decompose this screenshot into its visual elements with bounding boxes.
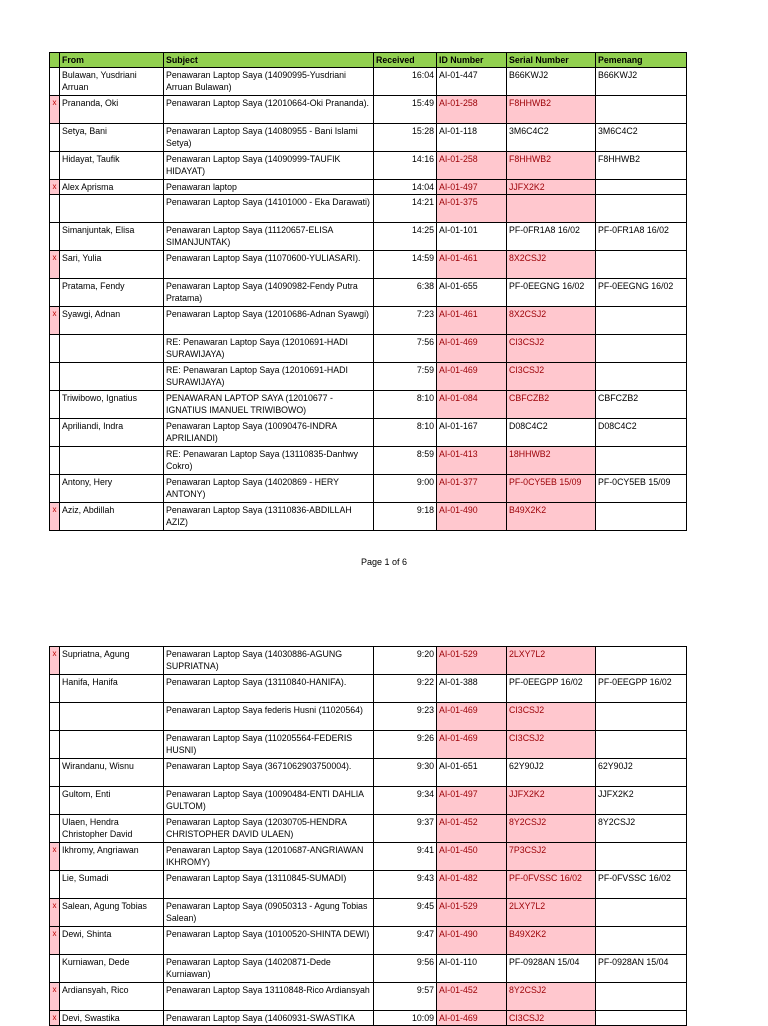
subject-cell: Penawaran Laptop Saya (14090995-Yusdriani Arruan Bulawan) xyxy=(164,68,374,96)
received-cell: 9:22 xyxy=(374,675,437,703)
id-number-cell: AI-01-482 xyxy=(437,871,507,899)
winner-cell xyxy=(596,363,687,391)
serial-number-cell: 8Y2CSJ2 xyxy=(507,815,596,843)
serial-number-cell: 8X2CSJ2 xyxy=(507,251,596,279)
from-cell: Sari, Yulia xyxy=(60,251,164,279)
id-number-cell: AI-01-110 xyxy=(437,955,507,983)
id-number-cell: AI-01-469 xyxy=(437,335,507,363)
serial-number-cell: B66KWJ2 xyxy=(507,68,596,96)
id-number-cell: AI-01-469 xyxy=(437,731,507,759)
received-cell: 9:47 xyxy=(374,927,437,955)
mark-cell xyxy=(50,955,60,983)
serial-number-cell: PF-0EEGPP 16/02 xyxy=(507,675,596,703)
id-number-cell: AI-01-452 xyxy=(437,815,507,843)
from-cell: Setya, Bani xyxy=(60,124,164,152)
serial-number-cell: CI3CSJ2 xyxy=(507,703,596,731)
serial-number-cell: B49X2K2 xyxy=(507,503,596,531)
serial-number-cell: CI3CSJ2 xyxy=(507,731,596,759)
received-cell: 6:38 xyxy=(374,279,437,307)
table-row xyxy=(50,475,687,503)
winner-cell: 8Y2CSJ2 xyxy=(596,815,687,843)
serial-number-cell: 62Y90J2 xyxy=(507,759,596,787)
mark-cell: x xyxy=(50,96,60,124)
subject-cell: Penawaran Laptop Saya (14020869 - HERY ANTONY) xyxy=(164,475,374,503)
subject-cell: Penawaran Laptop Saya (14080955 - Bani Islami Setya) xyxy=(164,124,374,152)
table-row xyxy=(50,1011,687,1026)
subject-cell: Penawaran Laptop Saya (12030705-HENDRA CHRISTOPHER DAVID ULAEN) xyxy=(164,815,374,843)
from-cell: Pratama, Fendy xyxy=(60,279,164,307)
from-cell: Dewi, Shinta xyxy=(60,927,164,955)
subject-cell: Penawaran Laptop Saya (13110845-SUMADI) xyxy=(164,871,374,899)
mark-cell xyxy=(50,703,60,731)
id-number-cell: AI-01-388 xyxy=(437,675,507,703)
table-row xyxy=(50,703,687,731)
received-cell: 9:18 xyxy=(374,503,437,531)
from-cell: Triwibowo, Ignatius xyxy=(60,391,164,419)
subject-cell: Penawaran Laptop Saya (10090484-ENTI DAHLIA GULTOM) xyxy=(164,787,374,815)
from-cell: Apriliandi, Indra xyxy=(60,419,164,447)
received-cell: 14:59 xyxy=(374,251,437,279)
table-row xyxy=(50,251,687,279)
page-number-label: Page 1 of 6 xyxy=(360,557,408,567)
winner-cell: D08C4C2 xyxy=(596,419,687,447)
table-body-1 xyxy=(50,68,687,531)
id-number-cell: AI-01-167 xyxy=(437,419,507,447)
serial-number-cell: 8X2CSJ2 xyxy=(507,307,596,335)
subject-cell: Penawaran Laptop Saya (10090476-INDRA APRILIANDI) xyxy=(164,419,374,447)
serial-number-cell: 18HHWB2 xyxy=(507,447,596,475)
table-row xyxy=(50,152,687,180)
mark-cell xyxy=(50,475,60,503)
winner-cell xyxy=(596,983,687,1011)
subject-cell: Penawaran Laptop Saya federis Husni (11020564) xyxy=(164,703,374,731)
from-cell: Ulaen, Hendra Christopher David xyxy=(60,815,164,843)
winner-cell: PF-0EEGPP 16/02 xyxy=(596,675,687,703)
received-cell: 10:09 xyxy=(374,1011,437,1026)
table-row xyxy=(50,955,687,983)
winner-cell xyxy=(596,927,687,955)
mark-cell: x xyxy=(50,899,60,927)
subject-cell: Penawaran Laptop Saya (14020871-Dede Kurniawan) xyxy=(164,955,374,983)
table-row xyxy=(50,391,687,419)
winner-cell xyxy=(596,1011,687,1026)
serial-number-cell: 7P3CSJ2 xyxy=(507,843,596,871)
serial-number-cell: F8HHWB2 xyxy=(507,152,596,180)
subject-cell: Penawaran Laptop Saya 13110848-Rico Ardiansyah xyxy=(164,983,374,1011)
winner-cell: PF-0EEGNG 16/02 xyxy=(596,279,687,307)
winner-cell: PF-0FVSSC 16/02 xyxy=(596,871,687,899)
id-number-cell: AI-01-461 xyxy=(437,251,507,279)
subject-cell: Penawaran Laptop Saya (3671062903750004). xyxy=(164,759,374,787)
id-number-cell: AI-01-377 xyxy=(437,475,507,503)
subject-cell: Penawaran Laptop Saya (14090999-TAUFIK HIDAYAT) xyxy=(164,152,374,180)
serial-number-cell: CI3CSJ2 xyxy=(507,363,596,391)
mark-cell: x xyxy=(50,180,60,195)
from-cell: Wirandanu, Wisnu xyxy=(60,759,164,787)
winner-cell xyxy=(596,335,687,363)
table-row xyxy=(50,335,687,363)
id-number-cell: AI-01-651 xyxy=(437,759,507,787)
winner-cell xyxy=(596,251,687,279)
table-row xyxy=(50,843,687,871)
mark-cell: x xyxy=(50,251,60,279)
from-cell: Syawgi, Adnan xyxy=(60,307,164,335)
subject-cell: Penawaran Laptop Saya (11120657-ELISA SIMANJUNTAK) xyxy=(164,223,374,251)
mark-cell xyxy=(50,675,60,703)
serial-number-cell: 3M6C4C2 xyxy=(507,124,596,152)
from-cell: Gultom, Enti xyxy=(60,787,164,815)
spreadsheet-page-1 xyxy=(49,52,686,531)
mark-cell xyxy=(50,195,60,223)
table-row xyxy=(50,96,687,124)
received-cell: 9:23 xyxy=(374,703,437,731)
winner-cell: PF-0CY5EB 15/09 xyxy=(596,475,687,503)
from-cell: Hidayat, Taufik xyxy=(60,152,164,180)
received-cell: 9:41 xyxy=(374,843,437,871)
mark-cell: x xyxy=(50,647,60,675)
received-header: Received xyxy=(374,53,437,68)
serial-number-cell: 2LXY7L2 xyxy=(507,899,596,927)
subject-cell: Penawaran Laptop Saya (10100520-SHINTA DEWI) xyxy=(164,927,374,955)
subject-cell: Penawaran Laptop Saya (14101000 - Eka Darawati) xyxy=(164,195,374,223)
table-row xyxy=(50,279,687,307)
mark-cell: x xyxy=(50,1011,60,1026)
received-cell: 15:49 xyxy=(374,96,437,124)
table-row xyxy=(50,787,687,815)
subject-cell: Penawaran Laptop Saya (12010686-Adnan Syawgi) xyxy=(164,307,374,335)
id-number-cell: AI-01-497 xyxy=(437,787,507,815)
winner-cell xyxy=(596,899,687,927)
winner-cell: 3M6C4C2 xyxy=(596,124,687,152)
email-log-table-1 xyxy=(49,52,687,531)
id-number-cell: AI-01-447 xyxy=(437,68,507,96)
from-cell: Bulawan, Yusdriani Arruan xyxy=(60,68,164,96)
winner-cell xyxy=(596,503,687,531)
winner-cell: PF-0FR1A8 16/02 xyxy=(596,223,687,251)
from-cell: Devi, Swastika xyxy=(60,1011,164,1026)
id-number-cell: AI-01-101 xyxy=(437,223,507,251)
id-number-cell: AI-01-469 xyxy=(437,703,507,731)
mark-cell xyxy=(50,419,60,447)
received-cell: 9:56 xyxy=(374,955,437,983)
received-cell: 8:10 xyxy=(374,391,437,419)
received-cell: 9:37 xyxy=(374,815,437,843)
winner-cell: B66KWJ2 xyxy=(596,68,687,96)
id-number-cell: AI-01-469 xyxy=(437,1011,507,1026)
serial-number-cell: F8HHWB2 xyxy=(507,96,596,124)
subject-cell: RE: Penawaran Laptop Saya (12010691-HADI SURAWIJAYA) xyxy=(164,335,374,363)
subject-cell: PENAWARAN LAPTOP SAYA (12010677 - IGNATIUS IMANUEL TRIWIBOWO) xyxy=(164,391,374,419)
id-number-cell: AI-01-452 xyxy=(437,983,507,1011)
serial-number-cell: PF-0CY5EB 15/09 xyxy=(507,475,596,503)
subject-cell: Penawaran laptop xyxy=(164,180,374,195)
id-number-cell: AI-01-461 xyxy=(437,307,507,335)
table-row xyxy=(50,871,687,899)
received-cell: 14:16 xyxy=(374,152,437,180)
subject-cell: Penawaran Laptop Saya (14030886-AGUNG SUPRIATNA) xyxy=(164,647,374,675)
winner-cell: F8HHWB2 xyxy=(596,152,687,180)
received-cell: 9:30 xyxy=(374,759,437,787)
subject-cell: RE: Penawaran Laptop Saya (12010691-HADI SURAWIJAYA) xyxy=(164,363,374,391)
from-header: From xyxy=(60,53,164,68)
table-row xyxy=(50,363,687,391)
serial-number-cell: 2LXY7L2 xyxy=(507,647,596,675)
mark-cell xyxy=(50,279,60,307)
serial-number-cell: 8Y2CSJ2 xyxy=(507,983,596,1011)
table-body-2 xyxy=(50,647,687,1026)
mark-header xyxy=(50,53,60,68)
mark-cell xyxy=(50,391,60,419)
mark-cell xyxy=(50,68,60,96)
received-cell: 14:04 xyxy=(374,180,437,195)
table-row xyxy=(50,815,687,843)
winner-cell xyxy=(596,731,687,759)
table-row xyxy=(50,124,687,152)
from-cell xyxy=(60,363,164,391)
subject-cell: Penawaran Laptop Saya (14060931-SWASTIKA xyxy=(164,1011,374,1026)
table-row xyxy=(50,731,687,759)
winner-cell xyxy=(596,447,687,475)
subject-cell: Penawaran Laptop Saya (13110836-ABDILLAH AZIZ) xyxy=(164,503,374,531)
from-cell: Hanifa, Hanifa xyxy=(60,675,164,703)
id-number-cell: AI-01-529 xyxy=(437,647,507,675)
winner-cell: JJFX2K2 xyxy=(596,787,687,815)
subject-cell: Penawaran Laptop Saya (12010687-ANGRIAWAN IKHROMY) xyxy=(164,843,374,871)
mark-cell: x xyxy=(50,307,60,335)
from-cell: Aziz, Abdillah xyxy=(60,503,164,531)
id-number-cell: AI-01-450 xyxy=(437,843,507,871)
table-row xyxy=(50,927,687,955)
from-cell: Prananda, Oki xyxy=(60,96,164,124)
winner-cell: PF-0928AN 15/04 xyxy=(596,955,687,983)
table-row xyxy=(50,983,687,1011)
serial-number-cell: PF-0FR1A8 16/02 xyxy=(507,223,596,251)
mark-cell: x xyxy=(50,503,60,531)
table-row xyxy=(50,307,687,335)
received-cell: 9:45 xyxy=(374,899,437,927)
spreadsheet-page-2 xyxy=(49,646,686,1026)
from-cell xyxy=(60,703,164,731)
received-cell: 9:20 xyxy=(374,647,437,675)
table-row xyxy=(50,899,687,927)
mark-cell xyxy=(50,335,60,363)
from-cell: Ikhromy, Angriawan xyxy=(60,843,164,871)
received-cell: 9:57 xyxy=(374,983,437,1011)
serial-number-cell: CI3CSJ2 xyxy=(507,335,596,363)
table-row xyxy=(50,223,687,251)
received-cell: 9:26 xyxy=(374,731,437,759)
mark-cell xyxy=(50,871,60,899)
from-cell: Ardiansyah, Rico xyxy=(60,983,164,1011)
winner-cell xyxy=(596,195,687,223)
mark-cell: x xyxy=(50,927,60,955)
received-cell: 15:28 xyxy=(374,124,437,152)
winner-cell xyxy=(596,96,687,124)
received-cell: 9:00 xyxy=(374,475,437,503)
table-row xyxy=(50,68,687,96)
table-row xyxy=(50,447,687,475)
id-number-cell: AI-01-118 xyxy=(437,124,507,152)
received-cell: 7:59 xyxy=(374,363,437,391)
id-number-cell: AI-01-258 xyxy=(437,152,507,180)
from-cell: Salean, Agung Tobias xyxy=(60,899,164,927)
received-cell: 14:21 xyxy=(374,195,437,223)
email-log-table-2 xyxy=(49,646,687,1026)
mark-cell: x xyxy=(50,983,60,1011)
from-cell xyxy=(60,335,164,363)
winner-cell xyxy=(596,647,687,675)
mark-cell xyxy=(50,124,60,152)
mark-cell xyxy=(50,787,60,815)
winner-cell xyxy=(596,843,687,871)
from-cell: Alex Aprisma xyxy=(60,180,164,195)
id-number-cell: AI-01-469 xyxy=(437,363,507,391)
mark-cell: x xyxy=(50,843,60,871)
winner-cell: CBFCZB2 xyxy=(596,391,687,419)
serial-number-cell: PF-0928AN 15/04 xyxy=(507,955,596,983)
winner-header: Pemenang xyxy=(596,53,687,68)
from-cell xyxy=(60,731,164,759)
serial-number-cell xyxy=(507,195,596,223)
from-cell xyxy=(60,447,164,475)
id-number-cell: AI-01-258 xyxy=(437,96,507,124)
received-cell: 7:56 xyxy=(374,335,437,363)
serial-number-cell: JJFX2K2 xyxy=(507,180,596,195)
serial-number-cell: D08C4C2 xyxy=(507,419,596,447)
serial-number-cell: B49X2K2 xyxy=(507,927,596,955)
received-cell: 14:25 xyxy=(374,223,437,251)
received-cell: 9:34 xyxy=(374,787,437,815)
table-row xyxy=(50,503,687,531)
from-cell xyxy=(60,195,164,223)
header-row xyxy=(50,53,687,68)
table-row xyxy=(50,647,687,675)
table-row xyxy=(50,195,687,223)
mark-cell xyxy=(50,759,60,787)
received-cell: 9:43 xyxy=(374,871,437,899)
received-cell: 16:04 xyxy=(374,68,437,96)
subject-cell: Penawaran Laptop Saya (13110840-HANIFA). xyxy=(164,675,374,703)
from-cell: Antony, Hery xyxy=(60,475,164,503)
from-cell: Simanjuntak, Elisa xyxy=(60,223,164,251)
from-cell: Kurniawan, Dede xyxy=(60,955,164,983)
id-number-cell: AI-01-655 xyxy=(437,279,507,307)
table-row xyxy=(50,180,687,195)
from-cell: Supriatna, Agung xyxy=(60,647,164,675)
mark-cell xyxy=(50,731,60,759)
from-cell: Lie, Sumadi xyxy=(60,871,164,899)
winner-cell xyxy=(596,180,687,195)
table-row xyxy=(50,419,687,447)
received-cell: 8:59 xyxy=(374,447,437,475)
id-number-cell: AI-01-413 xyxy=(437,447,507,475)
id-number-cell: AI-01-529 xyxy=(437,899,507,927)
id-number-cell: AI-01-084 xyxy=(437,391,507,419)
table-row xyxy=(50,759,687,787)
subject-cell: Penawaran Laptop Saya (09050313 - Agung Tobias Salean) xyxy=(164,899,374,927)
received-cell: 8:10 xyxy=(374,419,437,447)
mark-cell xyxy=(50,223,60,251)
serial-number-cell: PF-0EEGNG 16/02 xyxy=(507,279,596,307)
mark-cell xyxy=(50,815,60,843)
id-number-cell: AI-01-497 xyxy=(437,180,507,195)
serial-number-cell: PF-0FVSSC 16/02 xyxy=(507,871,596,899)
subject-cell: Penawaran Laptop Saya (14090982-Fendy Putra Pratama) xyxy=(164,279,374,307)
mark-cell xyxy=(50,363,60,391)
id-number-cell: AI-01-490 xyxy=(437,927,507,955)
subject-cell: Penawaran Laptop Saya (11070600-YULIASARI). xyxy=(164,251,374,279)
winner-cell xyxy=(596,703,687,731)
mark-cell xyxy=(50,447,60,475)
serial-number-header: Serial Number xyxy=(507,53,596,68)
subject-cell: Penawaran Laptop Saya (12010664-Oki Prananda). xyxy=(164,96,374,124)
id-number-header: ID Number xyxy=(437,53,507,68)
serial-number-cell: CBFCZB2 xyxy=(507,391,596,419)
table-row xyxy=(50,675,687,703)
winner-cell: 62Y90J2 xyxy=(596,759,687,787)
id-number-cell: AI-01-490 xyxy=(437,503,507,531)
winner-cell xyxy=(596,307,687,335)
mark-cell xyxy=(50,152,60,180)
serial-number-cell: CI3CSJ2 xyxy=(507,1011,596,1026)
subject-header: Subject xyxy=(164,53,374,68)
subject-cell: Penawaran Laptop Saya (110205564-FEDERIS HUSNI) xyxy=(164,731,374,759)
serial-number-cell: JJFX2K2 xyxy=(507,787,596,815)
received-cell: 7:23 xyxy=(374,307,437,335)
subject-cell: RE: Penawaran Laptop Saya (13110835-Danhwy Cokro) xyxy=(164,447,374,475)
id-number-cell: AI-01-375 xyxy=(437,195,507,223)
